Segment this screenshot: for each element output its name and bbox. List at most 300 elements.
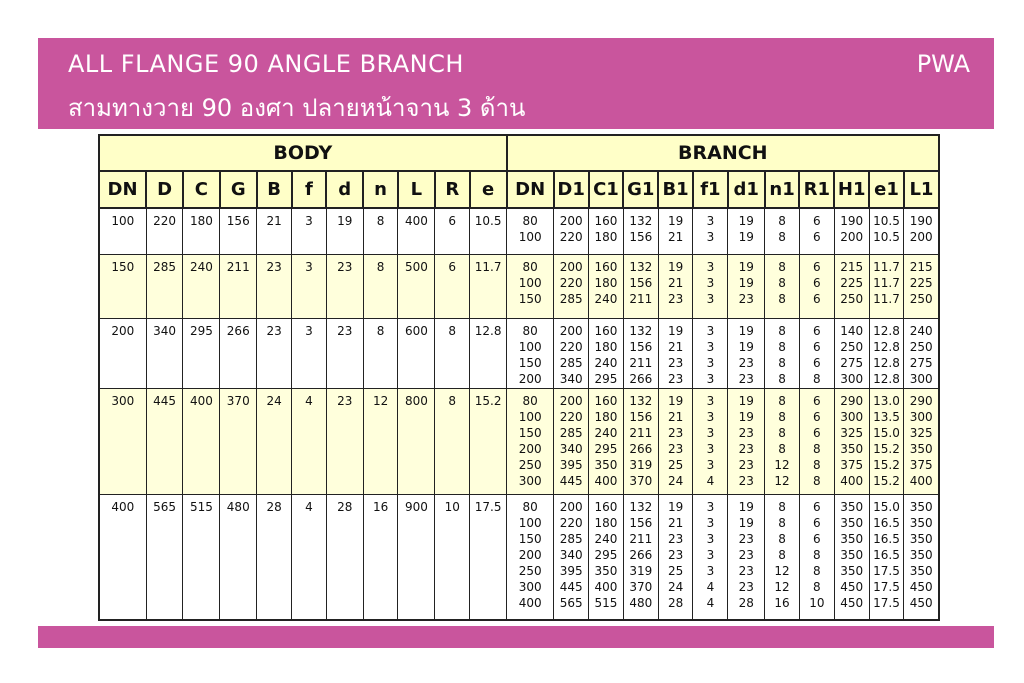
body-cell: 23: [326, 388, 363, 494]
branch-value: 25: [667, 563, 684, 578]
body-cell: 445: [146, 388, 183, 494]
branch-value: 350: [909, 515, 933, 530]
branch-cell: [554, 388, 589, 494]
branch-value: 132: [629, 259, 653, 274]
branch-value: 8: [778, 355, 786, 370]
branch-value: 400: [909, 473, 933, 488]
branch-value: 23: [667, 371, 684, 386]
branch-value: 4: [706, 595, 715, 610]
body-cell: 180: [183, 208, 220, 254]
branch-value: 200: [518, 547, 542, 562]
branch-cell: [693, 208, 728, 254]
branch-value: 16: [774, 595, 790, 610]
body-cell: 24: [257, 388, 292, 494]
branch-value: 3: [706, 371, 715, 386]
branch-value: 220: [559, 515, 583, 530]
branch-cell: [623, 494, 658, 620]
body-cell: 16: [363, 494, 398, 620]
branch-value: 8: [778, 339, 786, 354]
branch-cell: [799, 388, 834, 494]
branch-value: 400: [594, 473, 618, 488]
branch-value: 15.2: [873, 457, 900, 472]
branch-value: 325: [840, 425, 864, 440]
branch-value: 190: [840, 214, 864, 228]
branch-value: 8: [778, 259, 786, 274]
branch-value: 23: [738, 473, 754, 488]
body-cell: 300: [99, 388, 146, 494]
branch-cell: [658, 494, 693, 620]
branch-value: 15.2: [873, 473, 900, 488]
branch-cell: [554, 254, 589, 318]
branch-value: 12.8: [873, 355, 900, 370]
branch-cell: [869, 208, 904, 254]
branch-value: 450: [840, 579, 864, 594]
branch-value: 4: [706, 579, 715, 594]
branch-value: 12: [774, 457, 790, 472]
group-header-body: BODY: [99, 135, 507, 171]
branch-value: 350: [840, 499, 864, 514]
branch-value: 240: [594, 355, 618, 370]
column-header-body: d: [326, 171, 363, 208]
branch-value: 19: [667, 499, 684, 514]
branch-cell: [507, 388, 554, 494]
branch-value: 100: [518, 275, 542, 290]
branch-cell: [589, 254, 624, 318]
branch-value: 200: [518, 371, 542, 386]
branch-value: 6: [813, 339, 821, 354]
branch-value: 325: [909, 425, 933, 440]
branch-cell: [507, 254, 554, 318]
branch-value: 21: [667, 230, 684, 244]
branch-value: 8: [813, 547, 821, 562]
branch-value: 150: [518, 291, 542, 306]
branch-value: 275: [840, 355, 864, 370]
branch-value: 10.5: [873, 230, 900, 244]
body-cell: 6: [435, 254, 470, 318]
branch-value: 3: [706, 547, 715, 562]
branch-value: 21: [667, 275, 684, 290]
branch-value: 23: [738, 579, 754, 594]
branch-value: 350: [840, 515, 864, 530]
branch-value: 156: [629, 275, 653, 290]
branch-value: 150: [518, 531, 542, 546]
branch-value: 290: [909, 393, 933, 408]
branch-cell: [834, 318, 869, 388]
branch-value: 8: [778, 275, 786, 290]
branch-cell: [507, 208, 554, 254]
branch-value: 6: [813, 230, 821, 244]
column-header-branch: DN: [507, 171, 554, 208]
body-cell: 4: [292, 388, 327, 494]
branch-value: 266: [629, 371, 653, 386]
branch-value: 19: [738, 230, 754, 244]
branch-value: 450: [909, 595, 933, 610]
column-header-body: n: [363, 171, 398, 208]
branch-value: 350: [594, 457, 618, 472]
body-cell: 480: [220, 494, 257, 620]
body-cell: 8: [363, 208, 398, 254]
branch-cell: [765, 318, 800, 388]
branch-value: 10: [809, 595, 825, 610]
branch-cell: [904, 208, 939, 254]
branch-value: 6: [813, 214, 821, 228]
branch-value: 450: [840, 595, 864, 610]
branch-cell: [728, 318, 765, 388]
branch-value: 23: [667, 355, 684, 370]
branch-value: 156: [629, 230, 653, 244]
branch-value: 450: [909, 579, 933, 594]
branch-value: 8: [778, 230, 786, 244]
branch-value: 200: [518, 441, 542, 456]
branch-value: 6: [813, 259, 821, 274]
branch-value: 6: [813, 291, 821, 306]
column-header-body: C: [183, 171, 220, 208]
body-cell: 28: [326, 494, 363, 620]
branch-value: 8: [778, 547, 786, 562]
branch-value: 295: [594, 371, 618, 386]
branch-value: 3: [706, 214, 715, 228]
branch-value: 350: [840, 531, 864, 546]
branch-cell: [765, 208, 800, 254]
column-header-branch: B1: [658, 171, 693, 208]
branch-value: 23: [667, 425, 684, 440]
branch-value: 12: [774, 563, 790, 578]
branch-value: 275: [909, 355, 933, 370]
body-cell: 28: [257, 494, 292, 620]
body-cell: 10: [435, 494, 470, 620]
branch-value: 3: [706, 339, 715, 354]
branch-cell: [693, 318, 728, 388]
branch-value: 8: [778, 409, 786, 424]
branch-value: 340: [559, 371, 583, 386]
branch-value: 211: [629, 355, 653, 370]
branch-value: 17.5: [873, 579, 900, 594]
body-cell: 240: [183, 254, 220, 318]
branch-cell: [507, 494, 554, 620]
branch-value: 200: [559, 393, 583, 408]
branch-value: 300: [840, 371, 864, 386]
column-header-body: D: [146, 171, 183, 208]
branch-value: 350: [909, 499, 933, 514]
branch-value: 80: [522, 323, 538, 338]
branch-value: 3: [706, 323, 715, 338]
branch-value: 3: [706, 499, 715, 514]
branch-value: 19: [738, 259, 754, 274]
branch-cell: [623, 254, 658, 318]
branch-value: 100: [518, 515, 542, 530]
branch-cell: [765, 494, 800, 620]
branch-cell: [728, 254, 765, 318]
branch-value: 375: [909, 457, 933, 472]
branch-cell: [658, 318, 693, 388]
body-cell: 565: [146, 494, 183, 620]
body-cell: 900: [398, 494, 435, 620]
branch-value: 80: [522, 214, 538, 228]
branch-value: 220: [559, 230, 583, 244]
branch-value: 211: [629, 531, 653, 546]
branch-value: 180: [594, 275, 618, 290]
title-english: ALL FLANGE 90 ANGLE BRANCH: [68, 50, 464, 78]
branch-value: 565: [559, 595, 583, 610]
branch-value: 6: [813, 425, 821, 440]
branch-value: 23: [738, 457, 754, 472]
branch-value: 132: [629, 323, 653, 338]
branch-value: 220: [559, 275, 583, 290]
branch-value: 19: [738, 214, 754, 228]
branch-value: 100: [518, 339, 542, 354]
branch-value: 250: [909, 291, 933, 306]
body-cell: 11.7: [470, 254, 507, 318]
branch-value: 160: [594, 393, 618, 408]
branch-value: 180: [594, 409, 618, 424]
branch-value: 8: [813, 457, 821, 472]
branch-value: 3: [706, 275, 715, 290]
body-cell: 400: [99, 494, 146, 620]
branch-cell: [834, 494, 869, 620]
body-cell: 600: [398, 318, 435, 388]
branch-value: 150: [518, 355, 542, 370]
branch-value: 290: [840, 393, 864, 408]
branch-value: 350: [840, 563, 864, 578]
branch-value: 24: [667, 579, 684, 594]
column-header-branch: d1: [728, 171, 765, 208]
branch-value: 11.7: [873, 291, 900, 306]
branch-value: 23: [738, 563, 754, 578]
branch-value: 445: [559, 579, 583, 594]
branch-cell: [658, 254, 693, 318]
column-header-branch: L1: [904, 171, 939, 208]
branch-value: 156: [629, 409, 653, 424]
branch-value: 400: [594, 579, 618, 594]
branch-value: 6: [813, 275, 821, 290]
branch-value: 23: [738, 291, 754, 306]
branch-value: 21: [667, 515, 684, 530]
branch-value: 8: [778, 214, 786, 228]
body-cell: 285: [146, 254, 183, 318]
footer-bar: [38, 626, 994, 648]
branch-value: 8: [813, 441, 821, 456]
body-cell: 156: [220, 208, 257, 254]
branch-value: 250: [840, 339, 864, 354]
branch-value: 190: [909, 214, 933, 228]
body-cell: 400: [183, 388, 220, 494]
branch-value: 3: [706, 425, 715, 440]
branch-value: 225: [909, 275, 933, 290]
branch-value: 480: [629, 595, 653, 610]
body-cell: 23: [326, 318, 363, 388]
branch-value: 350: [594, 563, 618, 578]
branch-value: 12.8: [873, 339, 900, 354]
branch-value: 10.5: [873, 214, 900, 228]
branch-value: 160: [594, 323, 618, 338]
branch-value: 13.5: [873, 409, 900, 424]
body-cell: 15.2: [470, 388, 507, 494]
branch-value: 8: [813, 371, 821, 386]
branch-value: 395: [559, 457, 583, 472]
branch-value: 300: [518, 579, 542, 594]
branch-value: 266: [629, 547, 653, 562]
branch-value: 150: [518, 425, 542, 440]
branch-value: 240: [594, 425, 618, 440]
body-cell: 211: [220, 254, 257, 318]
branch-value: 19: [667, 323, 684, 338]
column-header-branch: n1: [765, 171, 800, 208]
branch-value: 211: [629, 291, 653, 306]
branch-value: 8: [778, 499, 786, 514]
branch-value: 8: [778, 425, 786, 440]
column-header-branch: C1: [589, 171, 624, 208]
branch-value: 295: [594, 441, 618, 456]
branch-value: 8: [813, 563, 821, 578]
branch-value: 16.5: [873, 515, 900, 530]
branch-value: 160: [594, 259, 618, 274]
column-header-body: f: [292, 171, 327, 208]
branch-value: 370: [629, 473, 653, 488]
branch-value: 300: [518, 473, 542, 488]
branch-value: 28: [667, 595, 684, 610]
branch-value: 319: [629, 457, 653, 472]
branch-value: 15.0: [873, 425, 900, 440]
branch-value: 240: [909, 323, 933, 338]
branch-value: 156: [629, 339, 653, 354]
body-cell: 23: [257, 254, 292, 318]
body-cell: 100: [99, 208, 146, 254]
branch-value: 132: [629, 214, 653, 228]
branch-value: 6: [813, 409, 821, 424]
branch-value: 240: [594, 531, 618, 546]
branch-value: 19: [667, 259, 684, 274]
branch-value: 180: [594, 515, 618, 530]
dimension-table-container: [98, 134, 940, 618]
branch-cell: [834, 208, 869, 254]
branch-value: 11.7: [873, 275, 900, 290]
branch-value: 3: [706, 230, 715, 244]
branch-value: 132: [629, 393, 653, 408]
branch-value: 80: [522, 393, 538, 408]
branch-value: 200: [559, 259, 583, 274]
branch-value: 23: [738, 441, 754, 456]
branch-value: 156: [629, 515, 653, 530]
branch-value: 200: [559, 499, 583, 514]
branch-value: 19: [738, 275, 754, 290]
branch-cell: [834, 254, 869, 318]
branch-value: 3: [706, 441, 715, 456]
column-header-body: e: [470, 171, 507, 208]
branch-cell: [658, 388, 693, 494]
branch-value: 21: [667, 409, 684, 424]
body-cell: 23: [326, 254, 363, 318]
branch-value: 132: [629, 499, 653, 514]
branch-value: 80: [522, 499, 538, 514]
branch-value: 350: [909, 441, 933, 456]
branch-value: 350: [909, 563, 933, 578]
body-cell: 19: [326, 208, 363, 254]
body-cell: 8: [363, 318, 398, 388]
branch-value: 23: [738, 371, 754, 386]
branch-value: 6: [813, 393, 821, 408]
branch-value: 350: [909, 531, 933, 546]
branch-value: 350: [840, 547, 864, 562]
body-cell: 12.8: [470, 318, 507, 388]
branch-value: 200: [559, 323, 583, 338]
body-cell: 150: [99, 254, 146, 318]
body-cell: 6: [435, 208, 470, 254]
branch-value: 250: [840, 291, 864, 306]
branch-value: 3: [706, 409, 715, 424]
branch-value: 28: [738, 595, 754, 610]
branch-cell: [554, 318, 589, 388]
branch-cell: [834, 388, 869, 494]
branch-cell: [904, 494, 939, 620]
branch-value: 3: [706, 355, 715, 370]
branch-cell: [728, 208, 765, 254]
branch-value: 215: [909, 259, 933, 274]
branch-cell: [904, 388, 939, 494]
branch-value: 6: [813, 323, 821, 338]
branch-cell: [869, 318, 904, 388]
branch-value: 16.5: [873, 547, 900, 562]
branch-value: 319: [629, 563, 653, 578]
branch-value: 16.5: [873, 531, 900, 546]
branch-value: 215: [840, 259, 864, 274]
branch-value: 6: [813, 515, 821, 530]
branch-cell: [507, 318, 554, 388]
branch-value: 19: [738, 393, 754, 408]
body-cell: 295: [183, 318, 220, 388]
column-header-body: B: [257, 171, 292, 208]
branch-cell: [728, 388, 765, 494]
branch-value: 8: [778, 441, 786, 456]
branch-cell: [589, 318, 624, 388]
body-cell: 370: [220, 388, 257, 494]
body-cell: 8: [435, 388, 470, 494]
branch-value: 19: [667, 393, 684, 408]
branch-value: 13.0: [873, 393, 900, 408]
body-cell: 12: [363, 388, 398, 494]
branch-value: 19: [738, 515, 754, 530]
branch-value: 23: [667, 547, 684, 562]
branch-value: 160: [594, 214, 618, 228]
body-cell: 4: [292, 494, 327, 620]
table-row: [99, 254, 939, 318]
branch-value: 180: [594, 230, 618, 244]
column-header-branch: f1: [693, 171, 728, 208]
branch-value: 295: [594, 547, 618, 562]
branch-value: 19: [738, 323, 754, 338]
branch-value: 340: [559, 547, 583, 562]
body-cell: 10.5: [470, 208, 507, 254]
branch-cell: [693, 494, 728, 620]
body-cell: 266: [220, 318, 257, 388]
branch-value: 285: [559, 291, 583, 306]
body-cell: 200: [99, 318, 146, 388]
column-header-branch: H1: [834, 171, 869, 208]
branch-value: 225: [840, 275, 864, 290]
table-row: [99, 388, 939, 494]
column-header-branch: G1: [623, 171, 658, 208]
branch-value: 23: [667, 441, 684, 456]
branch-value: 3: [706, 515, 715, 530]
branch-cell: [799, 254, 834, 318]
body-cell: 220: [146, 208, 183, 254]
branch-cell: [554, 494, 589, 620]
branch-value: 285: [559, 355, 583, 370]
branch-value: 12: [774, 579, 790, 594]
branch-cell: [728, 494, 765, 620]
body-cell: 17.5: [470, 494, 507, 620]
title-thai: สามทางวาย 90 องศา ปลายหน้าจาน 3 ด้าน: [68, 94, 526, 122]
body-cell: 500: [398, 254, 435, 318]
